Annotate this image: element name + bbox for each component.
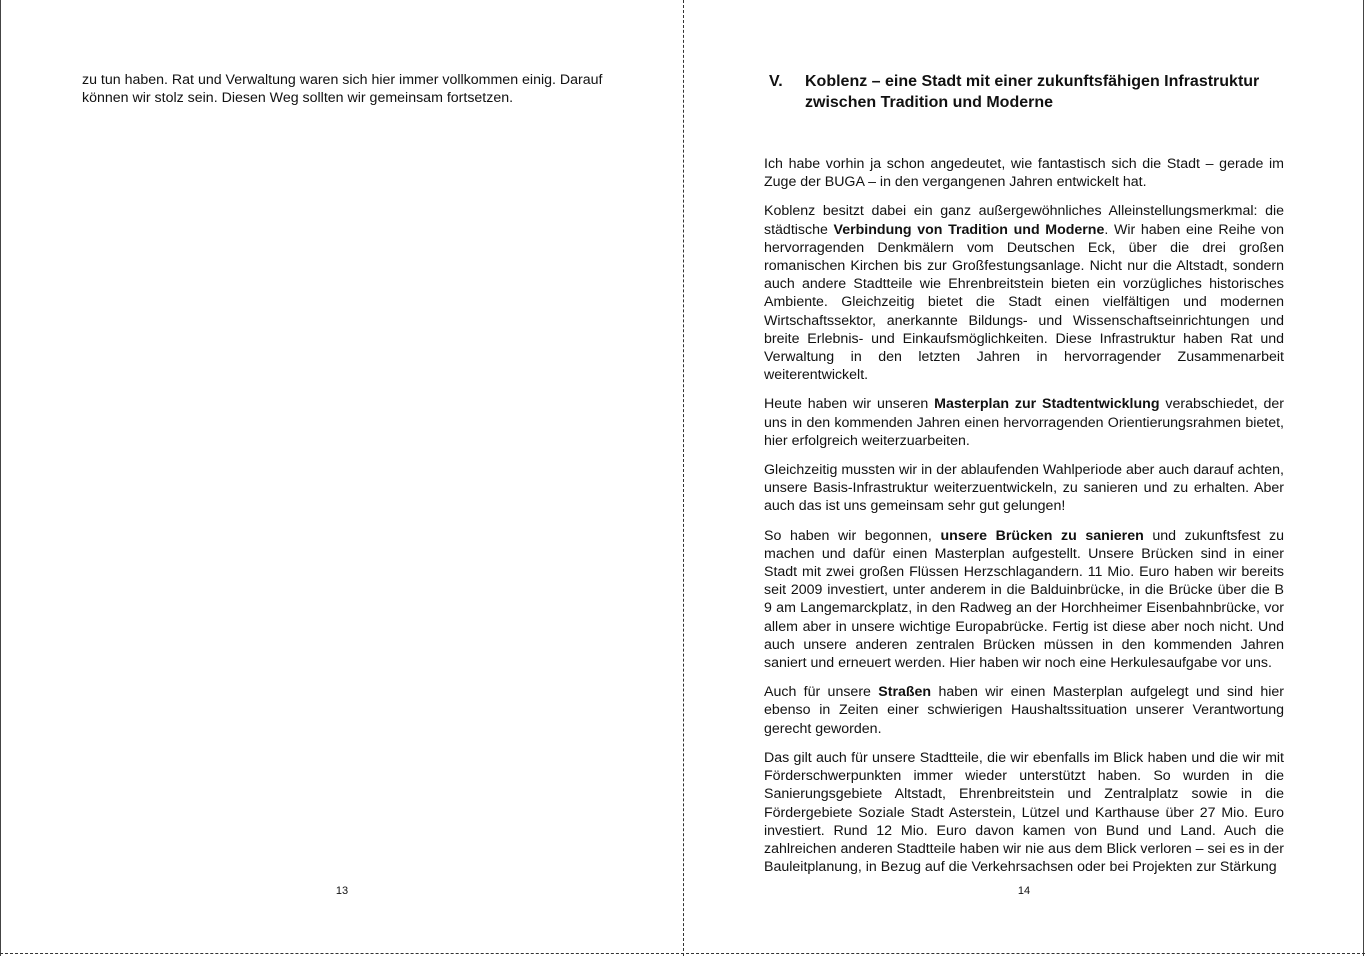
section-title: Koblenz – eine Stadt mit einer zukunftsfähigen Infrastruktur zwischen Tradition und Moderne (805, 73, 1260, 111)
page-number: 14 (1017, 885, 1031, 897)
paragraph-text: Heute haben wir unseren (764, 396, 935, 413)
bold-phrase: unsere Brücken zu sanieren (940, 527, 1144, 544)
paragraph-text: . Wir haben eine Reihe von hervorragenden Denkmälern vom Deutschen Eck, über die drei großen romanischen Kirchen bis zur Großfestungsanlage. Nicht nur die Altstadt, sondern auch andere Stadtteile wie Ehrenbreitstein bieten ein vorzügliches historisches Ambiente. Gleichzeitig bietet die Stadt einen vielfältigen und modernen Wirtschaftssektor, anerkannte Bildungs- und Wissenschaftseinrichtungen und breite Erlebnis- und Einkaufsmöglichkeiten. Diese Infrastruktur haben Rat und Verwaltung in den letzten Jahren in hervorragender Zusammenarbeit weiterentwickelt. (764, 221, 1285, 384)
body-paragraph (764, 202, 1284, 384)
section-body (764, 155, 1284, 887)
paragraph-text: Gleichzeitig mussten wir in der ablaufenden Wahlperiode aber auch darauf achten, unsere Basis-Infrastruktur weiterzuentwickeln, zu sanieren und zu erhalten. Aber auch das ist uns gemeinsam sehr gut gelungen! (764, 462, 1284, 515)
body-paragraph (764, 395, 1284, 450)
page-number: 13 (335, 885, 349, 897)
paragraph-text: Das gilt auch für unsere Stadtteile, die wir ebenfalls im Blick haben und die wir mit Förderschwerpunkten immer wieder unterstützt haben. So wurden in die Sanierungsgebiete Altstadt, Ehrenbreitstein und Zentralplatz sowie in die Fördergebiete Soziale Stadt Asterstein, Lützel und Karthause über 27 Mio. Euro investiert. Rund 12 Mio. Euro davon kamen von Bund und Land. Auch die zahlreichen anderen Stadtteile haben wir nie aus dem Blick verloren – sei es in der Bauleitplanung, in Bezug auf die Verkehrsachsen oder bei Projekten zur Stärkung (764, 749, 1284, 876)
paragraph-text: verabschiedet, der uns in den kommenden Jahren einen hervorragenden Orientierungsrahmen bietet, hier erfolgreich weiterzuarbeiten. (764, 396, 1284, 449)
page-14 (684, 0, 1364, 956)
body-paragraph (764, 461, 1284, 516)
body-paragraph (764, 749, 1284, 876)
paragraph-text: Ich habe vorhin ja schon angedeutet, wie fantastisch sich die Stadt – gerade im Zuge der BUGA – in den vergangenen Jahren entwickelt hat. (764, 156, 1284, 191)
paragraph-text: Koblenz besitzt dabei ein ganz außergewöhnliches Alleinstellungsmerkmal: die städtische (764, 203, 1284, 238)
body-paragraph (764, 155, 1284, 191)
body-paragraph: zu tun haben. Rat und Verwaltung waren sich hier immer vollkommen einig. Darauf können wir stolz sein. Diesen Weg sollten wir gemeinsam fortsetzen. (82, 72, 603, 107)
paragraph-text: So haben wir begonnen, (764, 527, 941, 544)
paragraph-text: haben wir einen Masterplan aufgelegt und sind hier ebenso in Zeiten einer schwierigen Haushaltssituation unserer Verantwortung gerecht geworden. (764, 684, 1284, 737)
bold-phrase: Straßen (878, 684, 932, 701)
bold-phrase: Verbindung von Tradition und Moderne (833, 221, 1105, 238)
paragraph-text: Auch für unsere (764, 684, 879, 701)
paragraph-text: und zukunftsfest zu machen und dafür einen Masterplan aufgestellt. Unsere Brücken sind in einer Stadt mit zwei großen Flüssen Herzschlagandern. 11 Mio. Euro haben wir bereits seit 2009 investiert, unter anderem in die Balduinbrücke, in die Brücke über die B 9 am Langemarckplatz, in den Radweg an der Horchheimer Eisenbahnbrücke, vor allem aber in unsere wichtige Europabrücke. Fertig ist diese aber noch nicht. Und auch unsere anderen zentralen Brücken müssen in den kommenden Jahren saniert und erneuert werden. Hier haben wir noch eine Herkulesaufgabe vor uns. (764, 527, 1284, 672)
body-paragraph (764, 527, 1284, 673)
body-paragraph (764, 683, 1284, 738)
section-number: V. (769, 73, 783, 90)
bold-phrase: Masterplan zur Stadtentwicklung (934, 396, 1160, 413)
